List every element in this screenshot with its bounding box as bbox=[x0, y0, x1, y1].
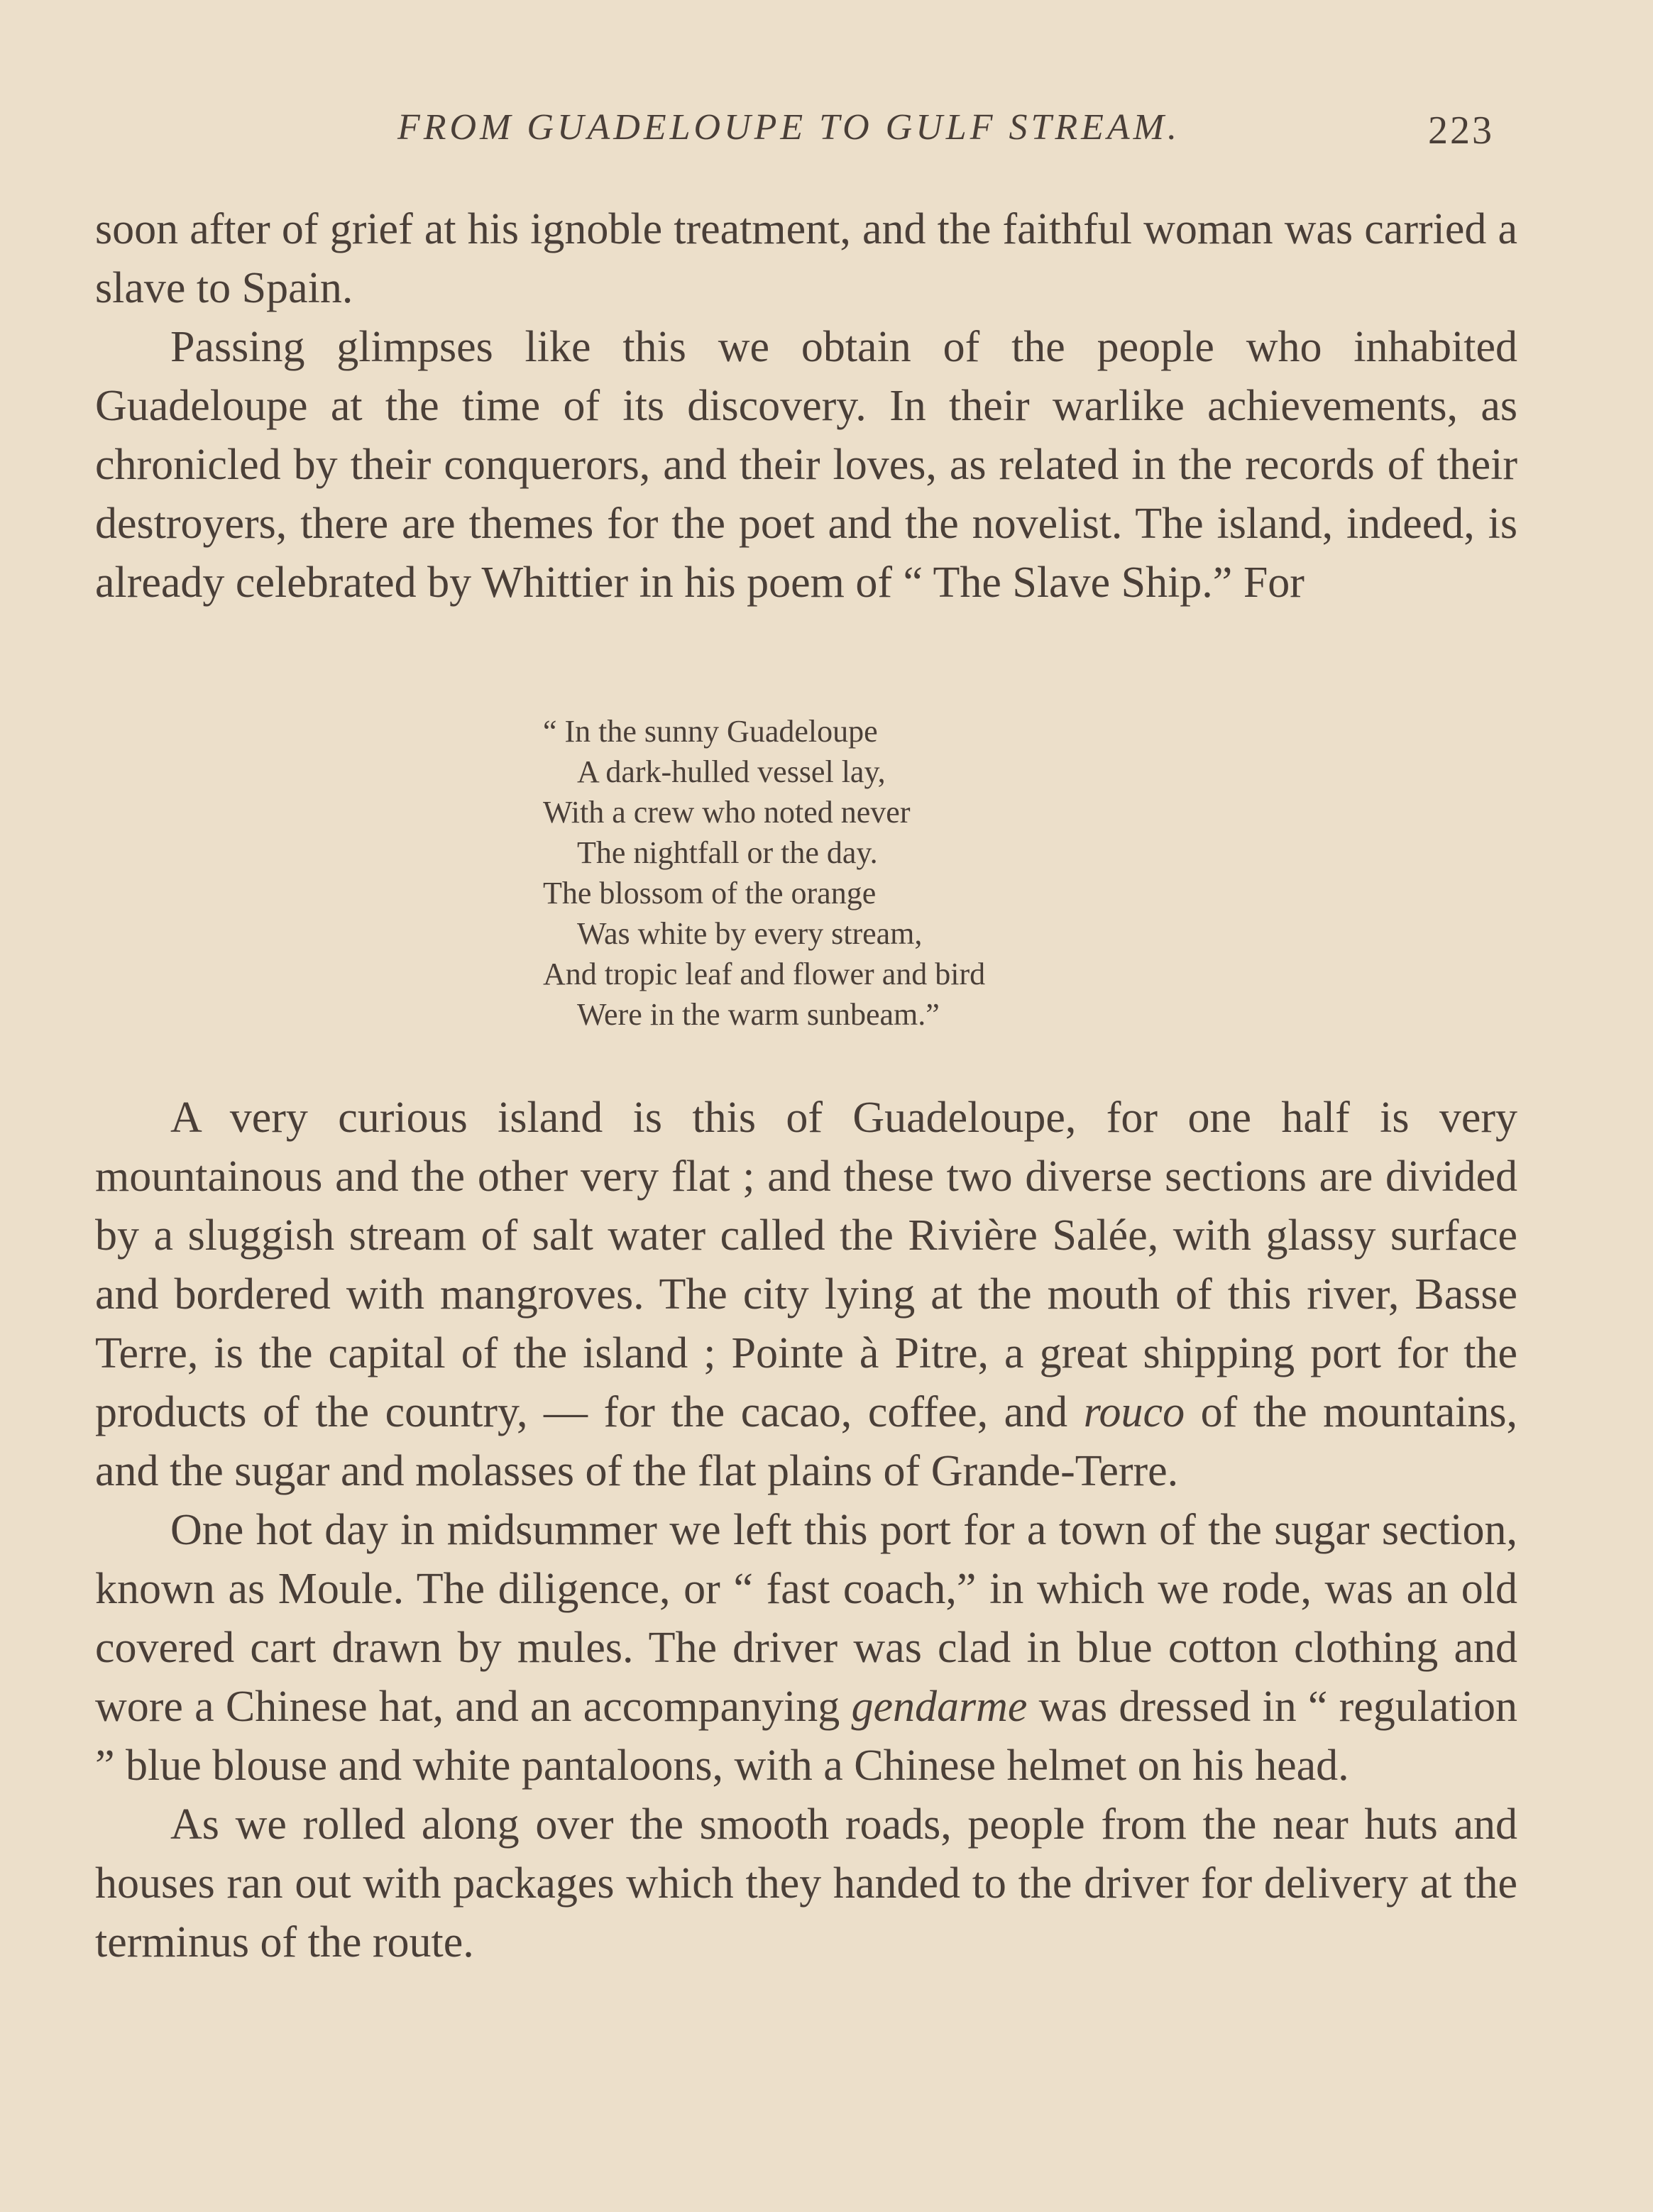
poem-line: With a crew who noted never bbox=[543, 795, 911, 830]
paragraph-3-italic: rouco bbox=[1083, 1388, 1185, 1436]
poem-line: And tropic leaf and flower and bird bbox=[543, 957, 986, 991]
paragraph-5: As we rolled along over the smooth roads, people from the near huts and houses ran out with packages which they handed to the driver for delivery at the terminus of the route. bbox=[95, 1800, 1517, 1966]
paragraph-4-text-a: One hot day in midsummer we left this port for a town of the sugar section, known as Moule. The diligence, or “ fast coach,” in which we rode, was an old covered cart drawn by mules. The driver was clad in blue cotton clothing and wore a Chinese hat, and an accompanying bbox=[95, 1506, 1517, 1731]
poem-line: Were in the warm sunbeam.” bbox=[577, 997, 940, 1032]
paragraph-2: Passing glimpses like this we obtain of the people who inhabited Guadeloupe at the time of its discovery. In their warlike achievements, as chronicled by their conquerors, and their loves, as related in the records of their destroyers, there are themes for the poet and the novelist. The island, indeed, is already celebrated by Whittier in his poem of “ The Slave Ship.” For bbox=[95, 323, 1517, 607]
poem-line: Was white by every stream, bbox=[577, 916, 923, 951]
paragraph-3-text-b: of the mountains, and the sugar and molasses of the flat plains of Grande-Terre. bbox=[95, 1388, 1517, 1495]
page-number: 223 bbox=[1428, 109, 1494, 153]
paragraph-4-text-b: was dressed in “ regulation ” blue blouse and white pantaloons, with a Chinese helmet on his head. bbox=[95, 1683, 1518, 1790]
poem-line: The blossom of the orange bbox=[543, 876, 877, 910]
poem-quote bbox=[543, 711, 985, 1035]
paragraph-3 bbox=[95, 1089, 1517, 1501]
poem-line: “ In the sunny Guadeloupe bbox=[543, 714, 878, 749]
paragraph-3-text-a: A very curious island is this of Guadeloupe, for one half is very mountainous and the other very flat ; and these two diverse sections are divided by a sluggish stream of salt water called the Rivière Salée, with glassy surface and bordered with mangroves. The city lying at the mouth of this river, Basse Terre, is the capital of the island ; Pointe à Pitre, a great shipping port for the products of the country, — for the cacao, coffee, and bbox=[95, 1094, 1517, 1436]
paragraph-4 bbox=[95, 1501, 1517, 1795]
paragraph-4-italic: gendarme bbox=[851, 1683, 1028, 1731]
page-header bbox=[0, 106, 1653, 156]
paragraph-1: soon after of grief at his ignoble treatment, and the faithful woman was carried a slave to Spain. bbox=[95, 205, 1517, 312]
text-block-bottom bbox=[95, 1089, 1517, 1972]
running-title: FROM GUADELOUPE TO GULF STREAM. bbox=[397, 107, 1180, 148]
text-block-top bbox=[95, 200, 1517, 612]
poem-line: The nightfall or the day. bbox=[577, 835, 878, 870]
poem-line: A dark-hulled vessel lay, bbox=[577, 754, 886, 789]
